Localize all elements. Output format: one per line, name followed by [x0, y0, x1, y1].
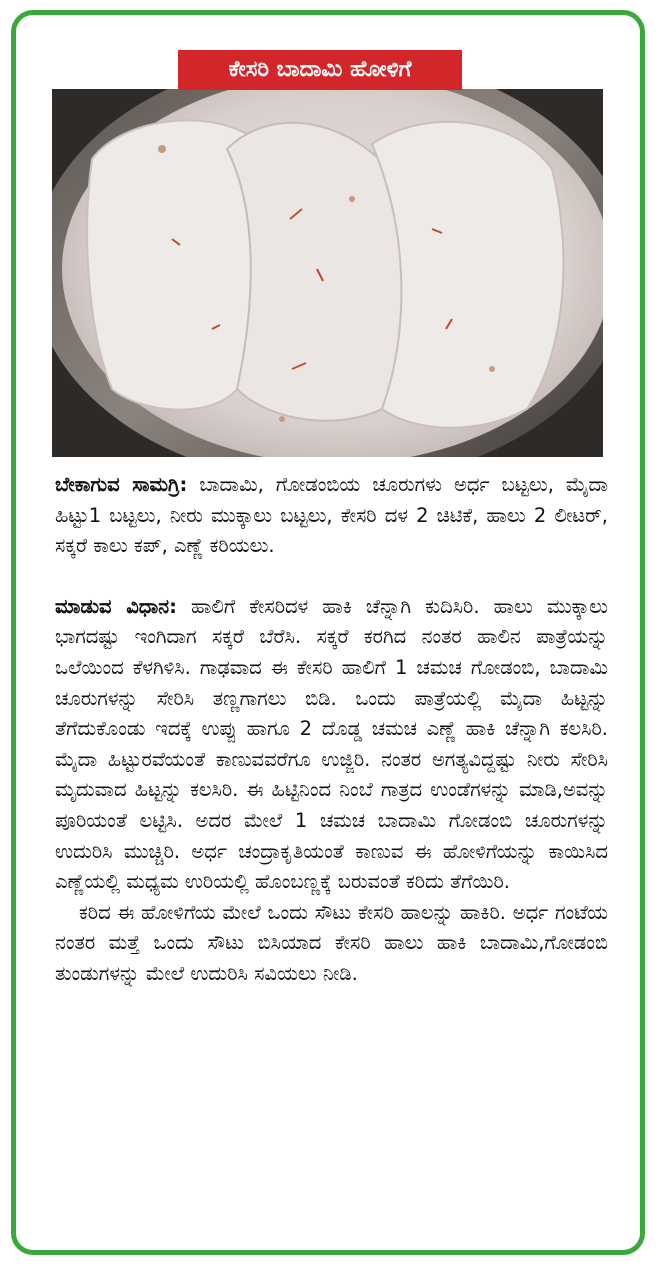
method-text: ಹಾಲಿಗೆ ಕೇಸರಿದಳ ಹಾಕಿ ಚೆನ್ನಾಗಿ ಕುದಿಸಿರಿ. ಹಾಲು ಮುಕ್ಕಾಲು ಭಾಗದಷ್ಟು ಇಂಗಿದಾಗ ಸಕ್ಕರೆ ಬೆರೆಸಿ. ಸಕ್ಕರೆ ಕರಗಿದ ನಂತರ ಹಾಲಿನ ಪಾತ್ರೆಯನ್ನು ಒಲೆಯಿಂದ ಕೆಳಗಿಳಿಸಿ. ಗಾಢವಾದ ಈ ಕೇಸರಿ ಹಾಲಿಗೆ 1 ಚಮಚ ಗೋಡಂಬಿ, ಬಾದಾಮಿ ಚೂರುಗಳನ್ನು ಸೇರಿಸಿ ತಣ್ಣಗಾಗಲು ಬಿಡಿ. ಒಂದು ಪಾತ್ರೆಯಲ್ಲಿ ಮೈದಾ ಹಿಟ್ಟನ್ನು ತೆಗೆದುಕೊಂಡು ಇದಕ್ಕೆ ಉಪ್ಪು ಹಾಗೂ 2 ದೊಡ್ಡ ಚಮಚ ಎಣ್ಣೆ ಹಾಕಿ ಚೆನ್ನಾಗಿ ಕಲಸಿರಿ. ಮೈದಾ ಹಿಟ್ಟುರವೆಯಂತೆ ಕಾಣುವವರೆಗೂ ಉಜ್ಜಿರಿ. ನಂತರ ಅಗತ್ಯವಿದ್ದಷ್ಟು ನೀರು ಸೇರಿಸಿ ಮೃದುವಾದ ಹಿಟ್ಟನ್ನು ಕಲಸಿರಿ. ಈ ಹಿಟ್ಟಿನಿಂದ ನಿಂಬೆ ಗಾತ್ರದ ಉಂಡೆಗಳನ್ನು ಮಾಡಿ,ಅವನ್ನು ಪೂರಿಯಂತೆ ಲಟ್ಟಿಸಿ. ಅದರ ಮೇಲೆ 1 ಚಮಚ ಬಾದಾಮಿ ಗೋಡಂಬಿ ಚೂರುಗಳನ್ನು ಉದುರಿಸಿ ಮುಚ್ಚಿರಿ. ಅರ್ಧ ಚಂದ್ರಾಕೃತಿಯಂತೆ ಕಾಣುವ ಈ ಹೋಳಿಗೆಯನ್ನು ಕಾಯಿಸಿದ ಎಣ್ಣೆಯಲ್ಲಿ ಮಧ್ಯಮ ಉರಿಯಲ್ಲಿ ಹೊಂಬಣ್ಣಕ್ಕೆ ಬರುವಂತೆ ಕರಿದು ತೆಗೆಯಿರಿ.	[55, 594, 608, 894]
recipe-title: ಕೇಸರಿ ಬಾದಾಮಿ ಹೋಳಿಗೆ	[178, 50, 462, 90]
paragraph-gap	[55, 562, 608, 592]
ingredients-paragraph	[55, 470, 608, 562]
method-paragraph	[55, 592, 608, 898]
method-label: ಮಾಡುವ ವಿಧಾನ:	[55, 594, 177, 618]
recipe-body	[55, 470, 608, 990]
holige-in-saffron-milk-photo	[52, 89, 603, 457]
ingredients-label: ಬೇಕಾಗುವ ಸಾಮಗ್ರಿ:	[55, 473, 188, 496]
serving-paragraph: ಕರಿದ ಈ ಹೋಳಿಗೆಯ ಮೇಲೆ ಒಂದು ಸೌಟು ಕೇಸರಿ ಹಾಲನ್ನು ಹಾಕಿರಿ. ಅರ್ಧ ಗಂಟೆಯ ನಂತರ ಮತ್ತೆ ಒಂದು ಸೌಟು ಬಿಸಿಯಾದ ಕೇಸರಿ ಹಾಲು ಹಾಕಿ ಬಾದಾಮಿ,ಗೋಡಂಬಿ ತುಂಡುಗಳನ್ನು ಮೇಲೆ ಉದುರಿಸಿ ಸವಿಯಲು ನೀಡಿ.	[55, 900, 608, 985]
ingredients-text: ಬಾದಾಮಿ, ಗೋಡಂಬಿಯ ಚೂರುಗಳು ಅರ್ಧ ಬಟ್ಟಲು, ಮೈದಾ ಹಿಟ್ಟು1 ಬಟ್ಟಲು, ನೀರು ಮುಕ್ಕಾಲು ಬಟ್ಟಲು, ಕೇಸರಿ ದಳ 2 ಚಿಟಿಕೆ, ಹಾಲು 2 ಲೀಟರ್, ಸಕ್ಕರೆ ಕಾಲು ಕಪ್, ಎಣ್ಣೆ ಕರಿಯಲು.	[55, 473, 608, 558]
recipe-photo	[52, 89, 603, 457]
